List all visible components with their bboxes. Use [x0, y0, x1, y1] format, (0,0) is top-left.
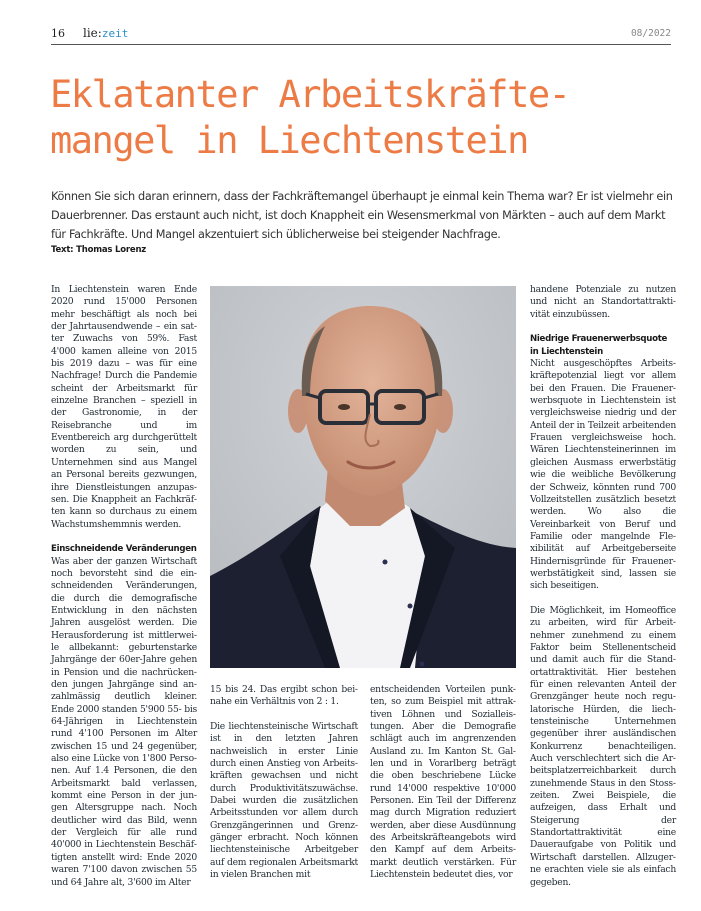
- issue-date: 08/2022: [630, 28, 671, 39]
- shirt-button: [383, 560, 388, 565]
- shirt-button: [420, 662, 425, 667]
- paragraph: In Liechtenstein waren Ende 2020 rund 15'000 Personen mehr beschäftigt als noch bei der Jahrtausendwende – ein satter Zuwachs von 59%. Fast 4'000 kamen alleine von 2015 bis 2019 dazu – was für eine Nachfrage! Durch die Pandemie scheint der Arbeitsmarkt für einzelne Branchen – speziell in der Gastronomie, in der Reisebranche und im Eventbereich arg durchgerüttelt worden zu sein, und Unternehmen sind aus Mangel an Personal bereits gezwungen, ihre Dienstleistungen anzupassen. Die Knappheit an Fachkräften kann so durchaus zu einem Wachstumshemmnis werden.: [51, 284, 197, 530]
- magazine-logo: [83, 26, 128, 40]
- paragraph: 15 bis 24. Das ergibt schon beinahe ein Verhältnis von 2 : 1.: [210, 684, 358, 708]
- portrait-photo: [210, 286, 516, 668]
- page-number: 16: [51, 27, 65, 40]
- paragraph: entscheidenden Vorteilen punkten, so zum Beispiel mit attraktiven Löhnen und Sozialleistungen. Aber die Demografie schlägt auch im angrenzenden Ausland zu. Im Kanton St. Gallen und in Vorarlberg beträgt die oben beschriebene Lücke rund 14'000 respektive 10'000 Personen. Ein Teil der Differenz mag durch Migration reduziert werden, aber diese Ausdünnung des Arbeitskräfteangebots wird den Kampf auf dem Arbeitsmarkt deutlich verstärken. Für Liechtenstein bedeutet dies, vor: [370, 684, 516, 881]
- shirt-button: [408, 604, 413, 609]
- portrait-illustration: [210, 286, 516, 668]
- text-column-3: [370, 684, 516, 882]
- paragraph: Nicht ausgeschöpftes Arbeitskräftepotenzial liegt vor allem bei den Frauen. Die Frauenerwerbsquote in Liechtenstein ist vergleichsweise niedrig und der Anteil der in Teilzeit arbeitenden Frauen vergleichsweise hoch. Wären Liechtensteinerinnen im gleichen Ausmass erwerbstätig wie die weibliche Bevölkerung der Schweiz, könnten rund 700 Vollzeitstellen zusätzlich besetzt werden. Wo also die Vereinbarkeit von Beruf und Familie oder mangelnde Flexibilität auf Arbeitgeberseite Hindernisgründe für Frauenerwerbstätigkeit sind, lassen sie sich beseitigen.: [530, 358, 676, 592]
- paragraph: Was aber der ganzen Wirtschaft noch bevorsteht sind die einschneidenden Veränderungen, die durch die demografische Entwicklung in den nächsten Jahren ausgelöst werden. Die Herausforderung ist mittlerweile allbekannt: geburtenstarke Jahrgänge der 60er-Jahre gehen in Pension und die nachrückenden jungen Jahrgänge sind anzahlmässig deutlich kleiner. Ende 2000 standen 5'900 55- bis 64-Jährigen in Liechtenstein rund 4'100 Personen im Alter zwischen 15 und 24 gegenüber, also eine Lücke von 1'800 Personen. Auf 1.4 Personen, die den Arbeitsmarkt bald verlassen, kommt eine Person in der jungen Altersgruppe nach. Noch deutlicher wird das Bild, wenn der Vergleich für alle rund 40'000 in Liechtenstein Beschäftigten anstellt wird: Ende 2020 waren 7'100 davon zwischen 55 und 64 Jahre alt, 3'600 im Alter: [51, 555, 197, 888]
- logo-suffix: zeit: [101, 27, 129, 40]
- text-column-1: [51, 284, 197, 889]
- article-title: [50, 72, 670, 164]
- title-line-2: mangel in Liechtenstein: [50, 119, 528, 162]
- article-byline: Text: Thomas Lorenz: [51, 245, 147, 255]
- section-heading: Einschneidende Veränderungen: [51, 544, 197, 555]
- text-column-4: [530, 284, 676, 889]
- eye-right: [394, 404, 406, 410]
- section-heading: Niedrige Frauenerwerbsquote in Liechtenstein: [530, 334, 668, 357]
- paragraph: Die liechtensteinische Wirtschaft ist in den letzten Jahren nachweislich in erster Linie durch einen Anstieg von Arbeitskräften gewachsen und nicht durch Produktivitätszuwächse. Dabei wurden die zusätzlichen Arbeitsstunden vor allem durch Grenzgängerinnen und Grenzgänger erbracht. Noch können liechtensteinische Arbeitgeber auf dem regionalen Arbeitsmarkt in vielen Branchen mit: [210, 721, 358, 881]
- text-column-2: [210, 684, 358, 882]
- article-lead: Können Sie sich daran erinnern, dass der Fachkräftemangel überhaupt je einmal kein Thema war? Er ist vielmehr ein Dauerbrenner. Das erstaunt auch nicht, ist doch Knappheit ein Wesensmerkmal von Märkten – auch auf dem Markt für Fachkräfte. Und Mangel akzentuiert sich üblicherweise bei steigender Nachfrage.: [51, 190, 673, 241]
- eye-left: [338, 404, 350, 410]
- paragraph: handene Potenziale zu nutzen und nicht an Standortattraktivität einzubüssen.: [530, 284, 676, 320]
- page-header: [51, 25, 671, 45]
- logo-prefix: lie:: [83, 26, 102, 40]
- title-line-1: Eklatanter Arbeitskräfte-: [50, 73, 570, 116]
- paragraph: Die Möglichkeit, im Homeoffice zu arbeiten, wird für Arbeitnehmer zunehmend zu einem Faktor beim Stellenentscheid und damit auch für die Standortattraktivität. Hier bestehen für einen relevanten Anteil der Grenzgänger heute noch regulatorische Hürden, die liechtensteinische Unternehmen gegenüber ihrer ausländischen Konkurrenz benachteiligen. Auch verschlechtert sich die Arbeitsplatzerreichbarkeit durch zunehmende Staus in den Stosszeiten. Zwei Beispiele, die aufzeigen, dass Erhalt und Steigerung der Standortattraktivität eine Daueraufgabe von Politik und Wirtschaft darstellen. Allzugerne erachten viele sie als einfach gegeben.: [530, 604, 676, 888]
